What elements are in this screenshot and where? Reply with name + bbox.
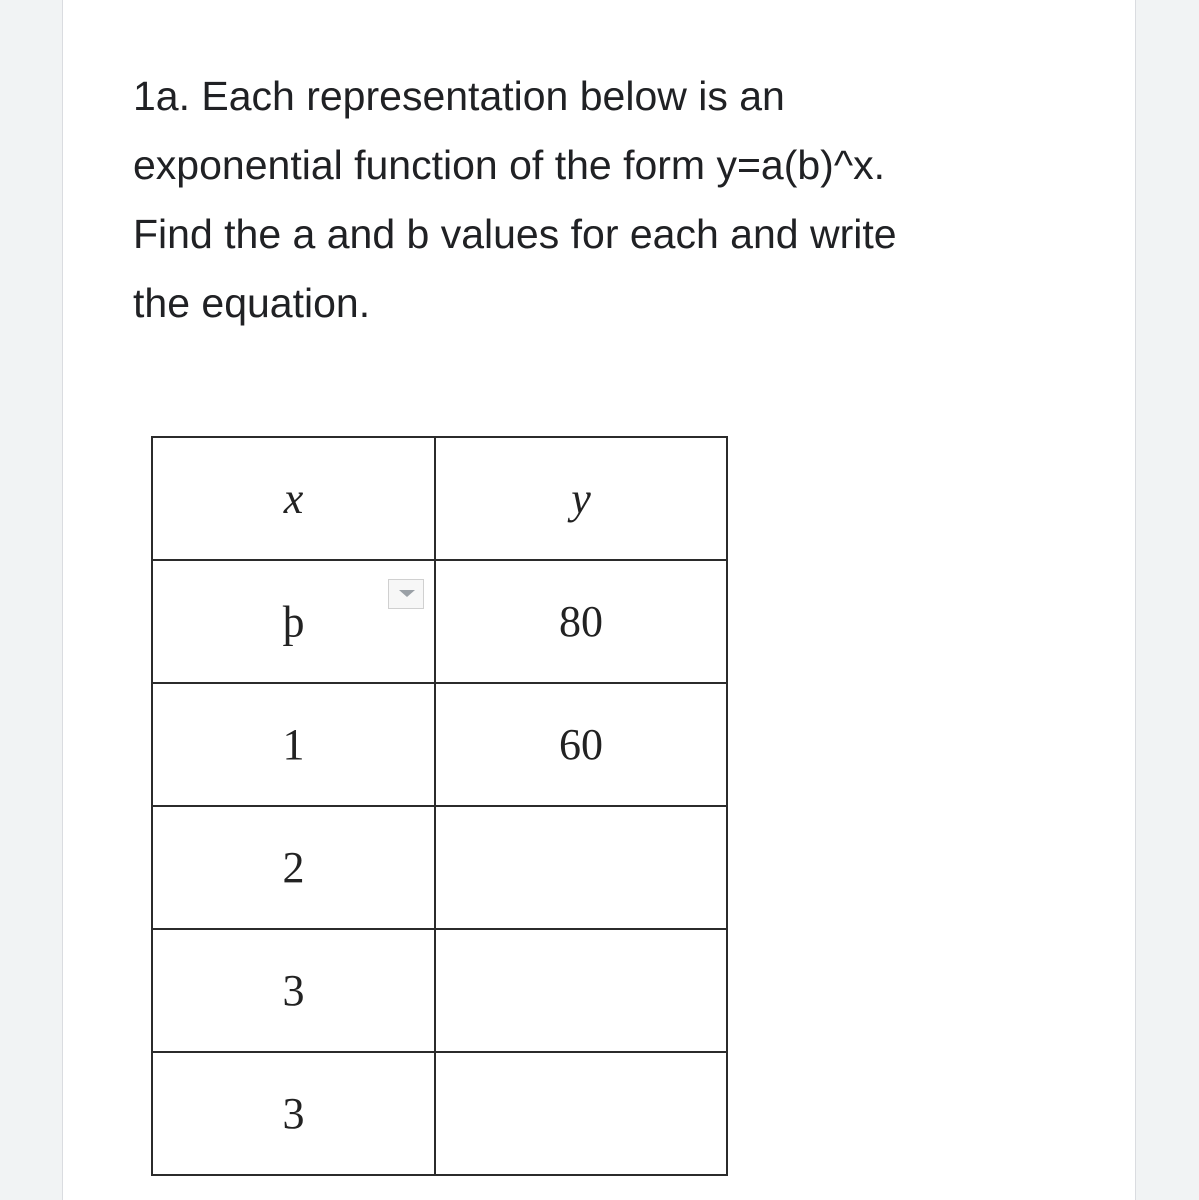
table-cell-x[interactable]: 2 — [152, 806, 435, 929]
table-cell-y[interactable]: 80 — [435, 560, 727, 683]
table-row — [152, 929, 727, 1052]
table-cell-y[interactable]: 60 — [435, 683, 727, 806]
question-text — [133, 62, 1033, 338]
xy-table — [151, 436, 728, 1176]
table-cell-x[interactable] — [152, 560, 435, 683]
cell-content — [153, 561, 434, 682]
column-header-x: x — [152, 437, 435, 560]
question-line: exponential function of the form y=a(b)^x. — [133, 142, 885, 188]
chevron-down-icon[interactable] — [388, 579, 424, 609]
table-cell-x[interactable]: 3 — [152, 1052, 435, 1175]
table-cell-x[interactable]: 1 — [152, 683, 435, 806]
cell-value: þ — [282, 597, 305, 646]
question-line: Find the a and b values for each and write — [133, 211, 897, 257]
table-row — [152, 683, 727, 806]
table-cell-x[interactable]: 3 — [152, 929, 435, 1052]
question-line: the equation. — [133, 280, 371, 326]
column-header-y: y — [435, 437, 727, 560]
table-row — [152, 806, 727, 929]
table-row — [152, 1052, 727, 1175]
question-line: 1a. Each representation below is an — [133, 73, 785, 119]
table-cell-y[interactable] — [435, 806, 727, 929]
table-row — [152, 560, 727, 683]
table-cell-y[interactable] — [435, 929, 727, 1052]
table-header-row — [152, 437, 727, 560]
table-cell-y[interactable] — [435, 1052, 727, 1175]
